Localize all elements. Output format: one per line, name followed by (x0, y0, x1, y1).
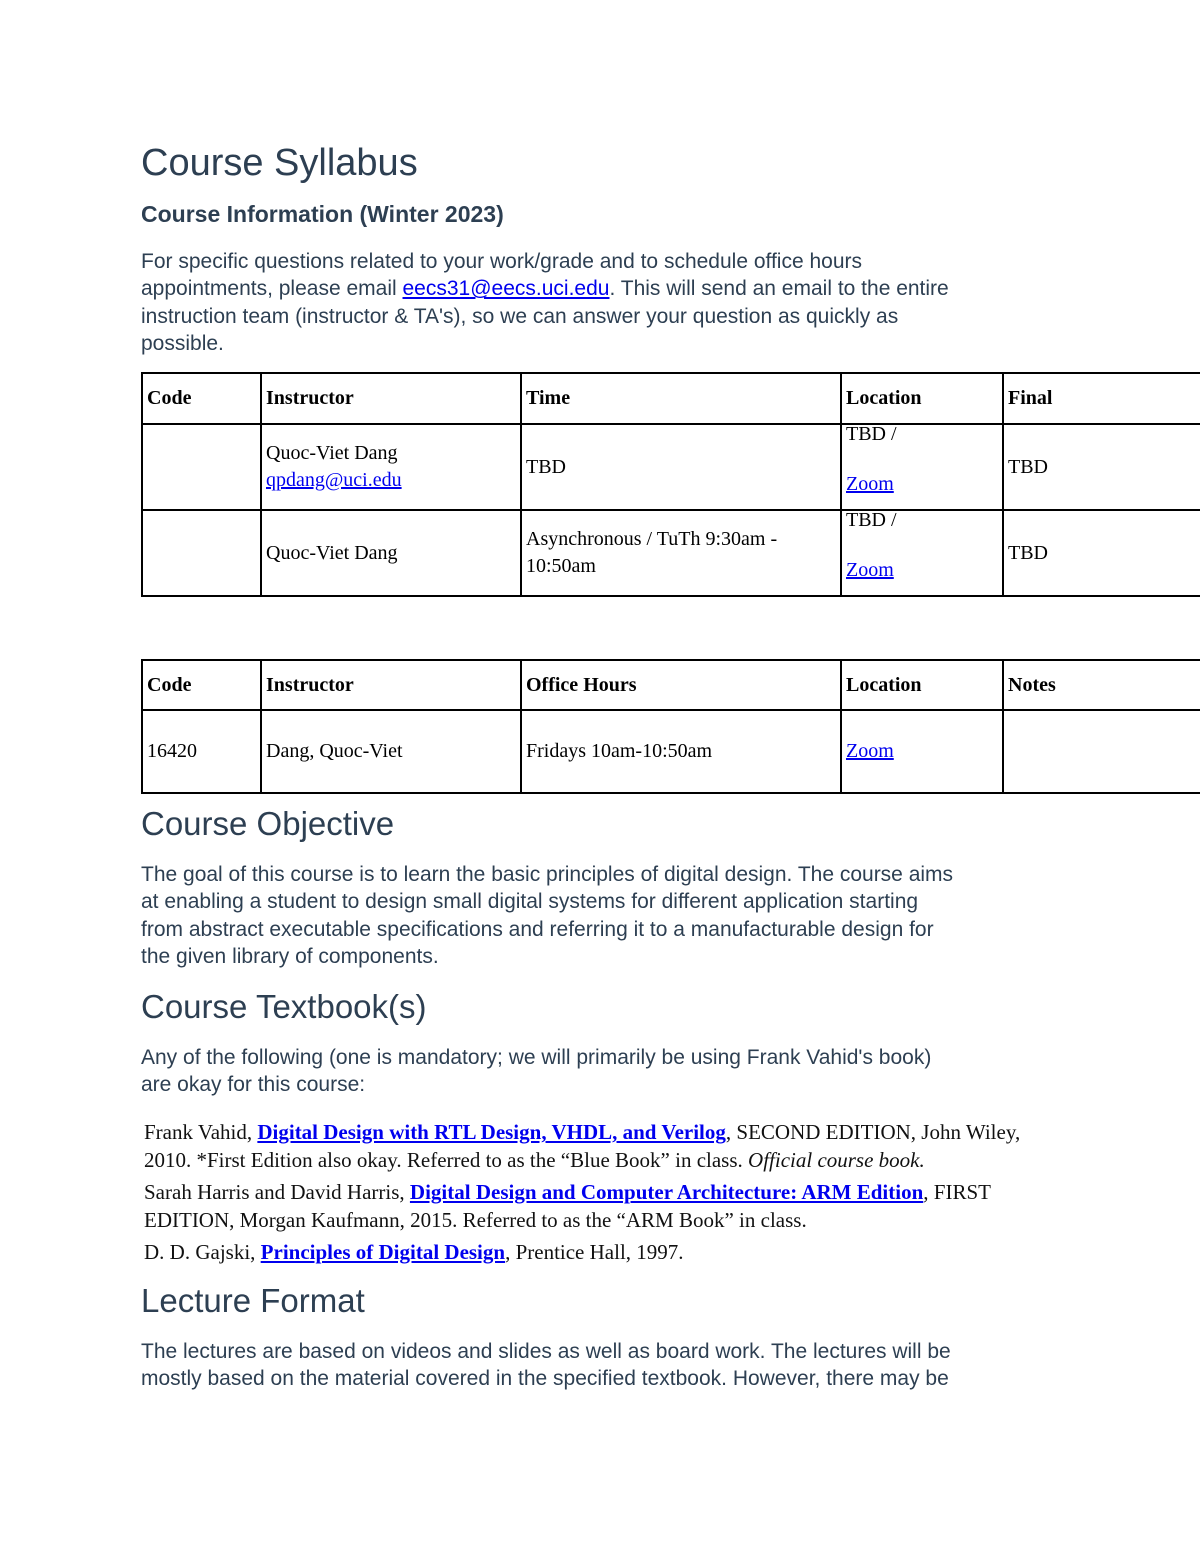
intro-line: possible. (141, 331, 224, 355)
cell-instructor: Quoc-Viet Dang (261, 510, 521, 596)
intro-text: appointments, please email (141, 277, 403, 301)
header-code: Code (142, 373, 261, 424)
cell-time: TBD (521, 424, 841, 510)
cell-time (521, 510, 841, 596)
cell-notes (1003, 710, 1200, 793)
header-final: Final (1003, 373, 1200, 424)
zoom-link[interactable]: Zoom (846, 740, 894, 762)
objective-line: the given library of components. (141, 944, 439, 968)
objective-line: from abstract executable specifications and referring it to a manufacturable design for (141, 917, 934, 941)
table-row (142, 424, 1200, 510)
intro-line: For specific questions related to your work/grade and to schedule office hours (141, 250, 863, 273)
textbook-title-link[interactable]: Principles of Digital Design (260, 1240, 506, 1264)
header-office-hours: Office Hours (521, 660, 841, 710)
lecture-line: mostly based on the material covered in the specified textbook. However, there may be (141, 1367, 949, 1391)
textbook-details: , SECOND EDITION, John Wiley, (725, 1120, 1021, 1144)
textbook-line: EDITION, Morgan Kaufmann, 2015. Referred to as the “ARM Book” in class. (144, 1208, 807, 1232)
objective-heading: Course Objective (141, 805, 395, 842)
cell-code (142, 510, 261, 596)
header-location: Location (841, 373, 1003, 424)
header-instructor: Instructor (261, 373, 521, 424)
intro-line (141, 275, 1071, 302)
objective-line: The goal of this course is to learn the basic principles of digital design. The course aims (141, 863, 954, 886)
textbook-line (144, 1146, 1144, 1174)
textbook-line (144, 1178, 1144, 1206)
textbook-details: , FIRST (923, 1180, 991, 1204)
textbooks-intro (141, 1044, 1071, 1099)
office-hours-table (141, 659, 1200, 794)
location-text: TBD / (846, 509, 897, 531)
textbook-list (144, 1118, 1144, 1270)
cell-instructor (261, 424, 521, 510)
cell-final: TBD (1003, 510, 1200, 596)
textbook-entry (144, 1178, 1144, 1234)
textbook-author: D. D. Gajski, (144, 1240, 261, 1264)
table-header-row (142, 373, 1200, 424)
zoom-link[interactable]: Zoom (846, 559, 894, 581)
table-header-row (142, 660, 1200, 710)
textbook-title-link[interactable]: Digital Design with RTL Design, VHDL, and Verilog (257, 1120, 726, 1144)
team-email-link[interactable]: eecs31@eecs.uci.edu (402, 277, 610, 301)
textbooks-heading: Course Textbook(s) (141, 988, 427, 1025)
lecture-heading: Lecture Format (141, 1282, 365, 1319)
table-row (142, 510, 1200, 596)
lecture-line: The lectures are based on videos and slides as well as board work. The lectures will be (141, 1340, 951, 1363)
instructor-name: Quoc-Viet Dang (266, 442, 398, 464)
header-time: Time (521, 373, 841, 424)
objective-line: at enabling a student to design small digital systems for different application starting (141, 890, 919, 914)
time-line: Asynchronous / TuTh 9:30am - (526, 528, 778, 550)
location-text: TBD / (846, 423, 897, 445)
textbook-entry (144, 1118, 1144, 1174)
textbook-note: Official course book. (748, 1148, 925, 1172)
header-instructor: Instructor (261, 660, 521, 710)
textbooks-intro-line: are okay for this course: (141, 1073, 366, 1097)
objective-paragraph (141, 861, 1071, 970)
header-notes: Notes (1003, 660, 1200, 710)
textbooks-intro-line: Any of the following (one is mandatory; we will primarily be using Frank Vahid's book) (141, 1046, 932, 1069)
course-info-heading: Course Information (Winter 2023) (141, 201, 504, 227)
table-row (142, 710, 1200, 793)
header-location: Location (841, 660, 1003, 710)
textbook-details: , Prentice Hall, 1997. (505, 1240, 684, 1264)
schedule-table (141, 372, 1200, 597)
textbook-details: 2010. *First Edition also okay. Referred to as the “Blue Book” in class. (144, 1148, 749, 1172)
course-info-paragraph (141, 248, 1071, 357)
cell-location (841, 710, 1003, 793)
textbook-title-link[interactable]: Digital Design and Computer Architecture: ARM Edition (409, 1180, 924, 1204)
time-line: 10:50am (526, 555, 596, 577)
textbook-author: Sarah Harris and David Harris, (144, 1180, 410, 1204)
cell-code: 16420 (142, 710, 261, 793)
cell-location (841, 424, 1003, 510)
cell-code (142, 424, 261, 510)
textbook-entry (144, 1238, 1144, 1266)
intro-text: . This will send an email to the entire (609, 277, 949, 301)
cell-location (841, 510, 1003, 596)
textbook-author: Frank Vahid, (144, 1120, 258, 1144)
lecture-paragraph (141, 1338, 1071, 1393)
zoom-link[interactable]: Zoom (846, 473, 894, 495)
textbook-line (144, 1118, 1144, 1146)
textbook-line (144, 1238, 1144, 1266)
header-code: Code (142, 660, 261, 710)
page-title: Course Syllabus (141, 142, 418, 184)
cell-office-hours: Fridays 10am-10:50am (521, 710, 841, 793)
cell-instructor: Dang, Quoc-Viet (261, 710, 521, 793)
intro-line: instruction team (instructor & TA's), so we can answer your question as quickly as (141, 304, 899, 328)
cell-final: TBD (1003, 424, 1200, 510)
instructor-email-link[interactable]: qpdang@uci.edu (266, 469, 402, 491)
